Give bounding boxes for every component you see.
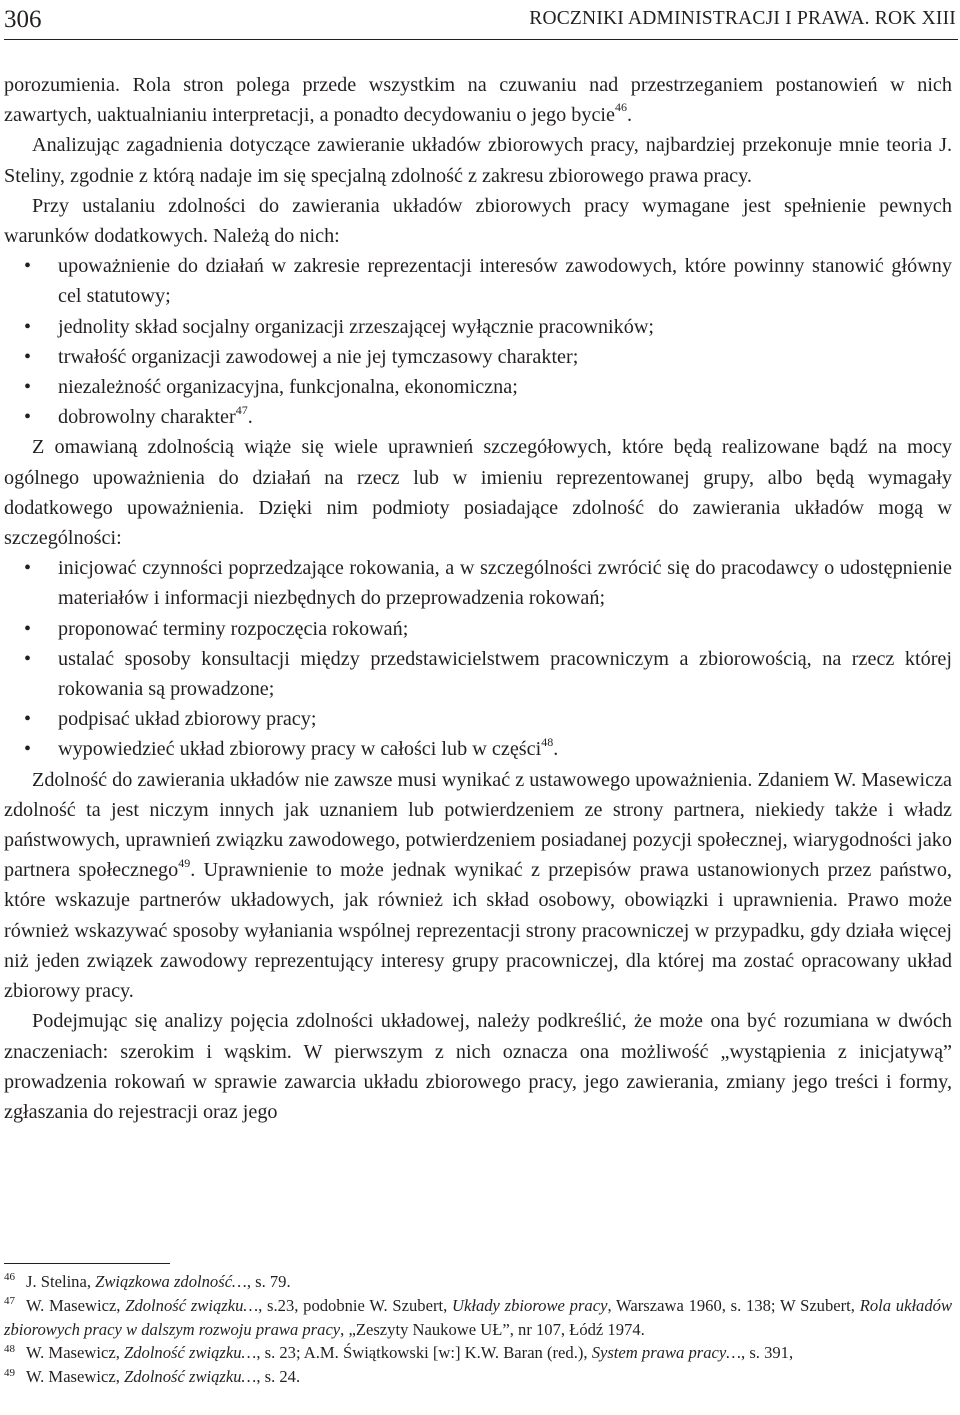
powers-list [4, 553, 952, 764]
page-header [4, 0, 958, 40]
footnote-ref-48[interactable]: 48 [541, 734, 554, 749]
list-item: • niezależność organizacyjna, funkcjonalna, ekonomiczna; [4, 372, 952, 402]
bullet-icon: • [24, 557, 32, 580]
bullet-icon: • [24, 345, 32, 368]
footnote-49: 49 W. Masewicz, Zdolność związku…, s. 24. [4, 1366, 301, 1387]
header-rule [4, 39, 958, 40]
paragraph-5: Zdolność do zawierania układów nie zawsze musi wynikać z ustawowego upoważnienia. Zdaniem W. Masewicza zdolność ta jest niczym innych jak uznaniem lub potwierdzeniem ze strony partnera, niekiedy także i władz państwowych, uprawnień związku zawodowego, potwierdzeniem posiadanej pozycji społecznej, wiarygodności jako partnera społecznego$^{49}$. Uprawnienie to może jednak wynikać z przepisów prawa ustanowionych przez państwo, które wskazuje partnerów układowych, jak również ich skład osobowy, obowiązki i uprawnienia. Prawo może również wskazywać sposoby wyłaniania wspólnej reprezentacji strony pracowniczej w przypadku, gdy działa więcej niż jeden związek zawodowy reprezentujący interesy grupy pracowniczej, dla której ma zostać opracowany układ zbiorowy pracy. [4, 768, 952, 1003]
list-item: • proponować terminy rozpoczęcia rokowań; [4, 614, 952, 644]
list-item: • podpisać układ zbiorowy pracy; [4, 704, 952, 734]
footnote-47: 47 W. Masewicz, Zdolność związku…, s.23, podobnie W. Szubert, Układy zbiorowe pracy, Warszawa 1960, s. 138; W Szubert, Rola układów zbiorowych pracy w dalszym rozwoju prawa pracy, „Zeszyty Naukowe UŁ”, nr 107, Łódź 1974. [4, 1295, 953, 1339]
bullet-icon: • [24, 617, 32, 640]
bullet-icon: • [24, 738, 32, 761]
body-text [4, 70, 952, 1127]
bullet-icon: • [24, 647, 32, 670]
conditions-list [4, 251, 952, 432]
footnote-48: 48 W. Masewicz, Zdolność związku…, s. 23; A.M. Świątkowski [w:] K.W. Baran (red.), System prawa pracy…, s. 391, [4, 1342, 794, 1363]
footnote-rule [4, 1263, 170, 1264]
list-item: • ustalać sposoby konsultacji między przedstawicielstwem pracowniczym a zbiorowością, na rzecz której rokowania są prowadzone; [4, 644, 952, 704]
list-item: • jednolity skład socjalny organizacji zrzeszającej wyłącznie pracowników; [4, 312, 952, 342]
bullet-icon: • [24, 255, 32, 278]
bullet-icon: • [24, 315, 32, 338]
footnote-46: 46 J. Stelina, Związkowa zdolność…, s. 79. [4, 1271, 291, 1291]
paragraph-3: Przy ustalaniu zdolności do zawierania układów zbiorowych pracy wymagane jest spełnienie pewnych warunków dodatkowych. Należą do nich: [4, 194, 952, 248]
list-item: • dobrowolny charakter$^{47}$. [4, 402, 952, 432]
list-item: • inicjować czynności poprzedzające rokowania, a w szczególności zwrócić się do pracodawcy o udostępnienie materiałów i informacji niezbędnych do przeprowadzenia rokowań; [4, 553, 952, 613]
bullet-icon: • [24, 406, 32, 429]
footnotes [4, 1270, 952, 1389]
page-number: 306 [4, 6, 42, 33]
list-item: • upoważnienie do działań w zakresie reprezentacji interesów zawodowych, które powinny stanowić główny cel statutowy; [4, 251, 952, 311]
bullet-icon: • [24, 708, 32, 731]
paragraph-1: porozumienia. Rola stron polega przede wszystkim na czuwaniu nad przestrzeganiem postanowień w nich zawartych, uaktualnianiu interpretacji, a ponadto decydowaniu o jego bycie$^{46}$. [4, 74, 952, 127]
running-title: ROCZNIKI ADMINISTRACJI I PRAWA. ROK XIII [529, 8, 956, 29]
paragraph-4: Z omawianą zdolnością wiąże się wiele uprawnień szczegółowych, które będą realizowane bądź na mocy ogólnego upoważnienia do działań na rzecz lub w imieniu reprezentowanej grupy, albo będą wymagały dodatkowego upoważnienia. Dzięki nim podmioty posiadające zdolność do zawierania układów mogą w szczególności: [4, 436, 952, 550]
bullet-icon: • [24, 376, 32, 399]
footnote-ref-47[interactable]: 47 [235, 402, 248, 417]
list-item: • wypowiedzieć układ zbiorowy pracy w całości lub w części$^{48}$. [4, 734, 952, 764]
paragraph-6: Podejmując się analizy pojęcia zdolności układowej, należy podkreślić, że może ona być rozumiana w dwóch znaczeniach: szerokim i wąskim. W pierwszym z nich oznacza ona możliwość „wystąpienia z inicjatywą” prowadzenia rokowań w sprawie zawarcia układu zbiorowego pracy, jego zawierania, zmiany jego treści i formy, zgłaszania do rejestracji oraz jego [4, 1010, 952, 1123]
footnote-ref-46[interactable]: 46 [615, 100, 627, 115]
paragraph-2: Analizując zagadnienia dotyczące zawieranie układów zbiorowych pracy, najbardziej przekonuje mnie teoria J. Steliny, zgodnie z którą nadaje im się specjalną zdolność z zakresu zbiorowego prawa pracy. [4, 134, 952, 187]
list-item: • trwałość organizacji zawodowej a nie jej tymczasowy charakter; [4, 342, 952, 372]
footnote-ref-49[interactable]: 49 [178, 855, 191, 870]
